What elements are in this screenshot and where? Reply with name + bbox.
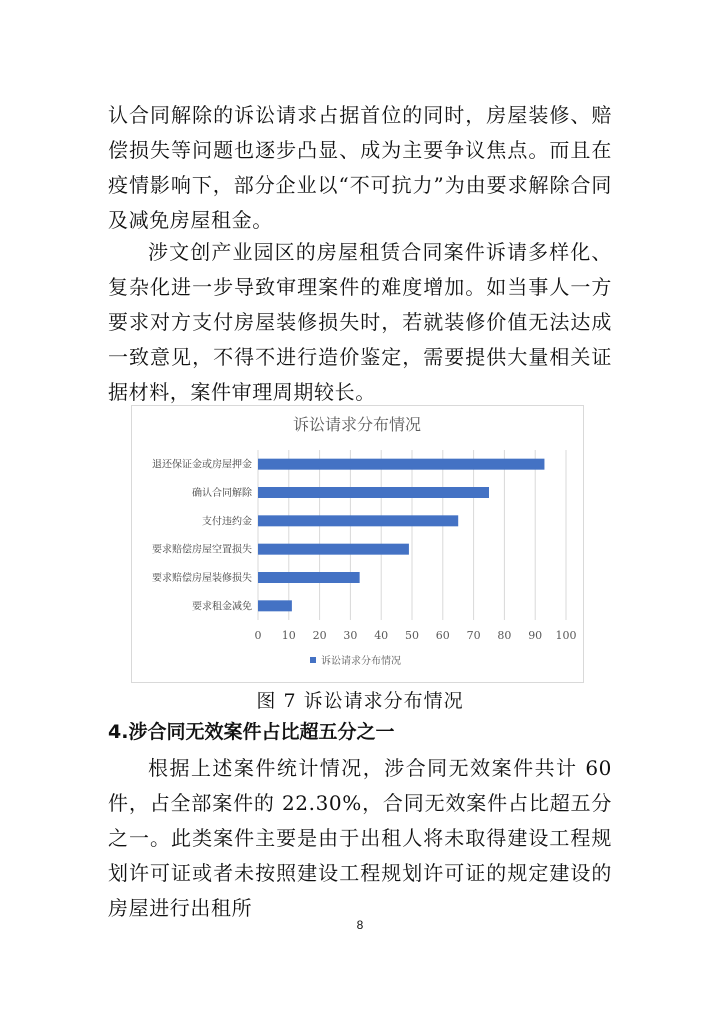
x-tick-label: 90 [528,629,543,642]
chart-title: 诉讼请求分布情况 [292,415,422,434]
category-label: 支付违约金 [202,516,252,528]
x-axis-ticks [255,629,577,642]
chart-grid [258,450,566,620]
category-label: 要求租金减免 [192,601,252,613]
category-label: 退还保证金或房屋押金 [152,459,252,471]
x-tick-label: 0 [254,629,262,642]
x-tick-label: 70 [466,629,481,642]
bar [258,600,292,611]
section-heading: 4.涉合同无效案件占比超五分之一 [108,721,395,743]
bar-chart [132,406,583,682]
legend-swatch [310,657,316,663]
chart-container [131,405,584,683]
x-tick-label: 10 [281,629,296,642]
x-tick-label: 20 [312,629,327,642]
category-label: 确认合同解除 [192,488,252,499]
bar [258,515,458,526]
x-tick-label: 80 [497,629,512,642]
chart-bars [258,459,544,612]
page-number: 8 [356,918,364,932]
paragraph-1: 认合同解除的诉讼请求占据首位的同时，房屋装修、赔偿损失等问题也逐步凸显、成为主要争议焦点。而且在疫情影响下，部分企业以“不可抗力”为由要求解除合同及减免房屋租金。 [108,103,612,232]
bar [258,572,360,583]
x-tick-label: 50 [405,629,419,642]
legend-label: 诉讼请求分布情况 [321,656,401,667]
category-label: 要求赔偿房屋装修损失 [152,573,252,584]
chart-legend [310,654,401,667]
bar [258,487,489,498]
figure-caption: 图 7 诉讼请求分布情况 [256,690,464,712]
x-tick-label: 100 [555,629,577,642]
category-label: 要求赔偿房屋空置损失 [152,544,252,556]
x-tick-label: 60 [435,629,450,642]
paragraph-3: 根据上述案件统计情况，涉合同无效案件共计 60 件，占全部案件的 22.30%，合同无效案件占比超五分之一。此类案件主要是由于出租人将未取得建设工程规划许可证或者未按照建设工程规划许可证的规定建设的房屋进行出租所 [108,756,612,920]
bar [258,544,409,555]
category-labels [152,458,253,613]
x-tick-label: 30 [343,629,358,642]
paragraph-2: 涉文创产业园区的房屋租赁合同案件诉请多样化、复杂化进一步导致审理案件的难度增加。如当事人一方要求对方支付房屋装修损失时，若就装修价值无法达成一致意见，不得不进行造价鉴定，需要提供大量相关证据材料，案件审理周期较长。 [108,240,612,404]
x-tick-label: 40 [374,629,389,642]
bar [258,459,544,470]
